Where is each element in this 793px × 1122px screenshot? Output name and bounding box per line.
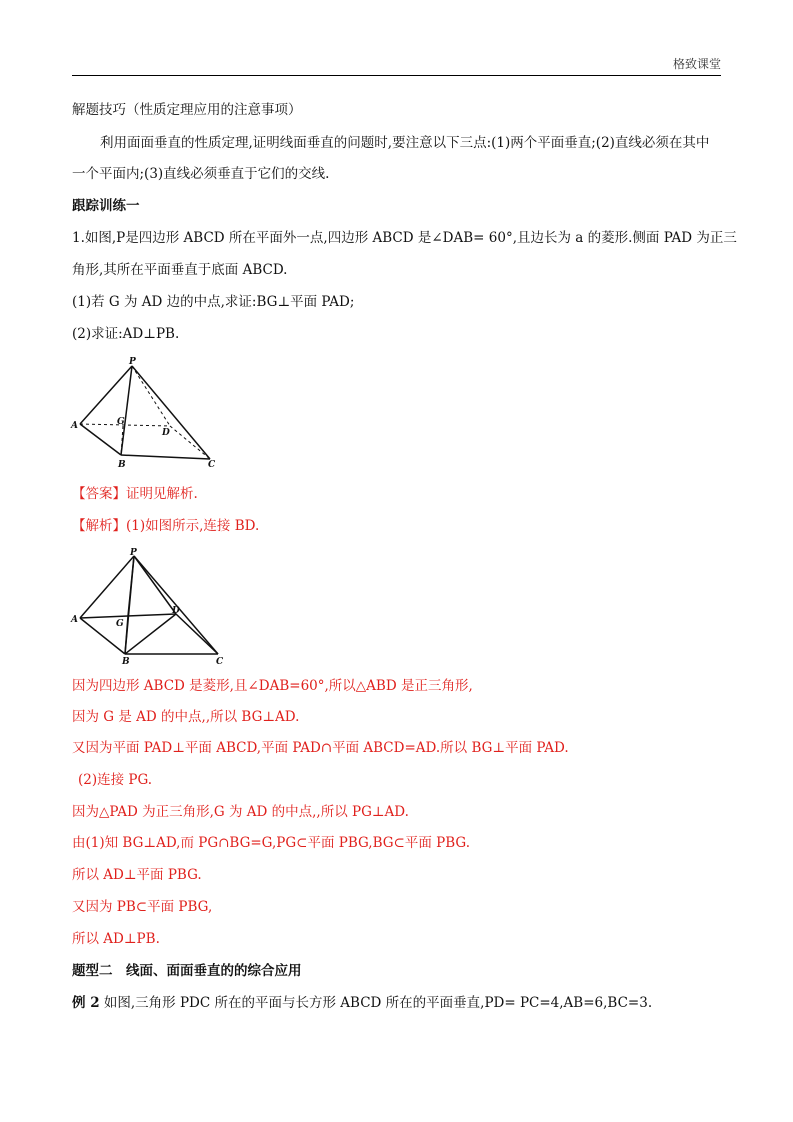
step-7: 所以 AD⊥平面 PBG. bbox=[72, 867, 202, 883]
pyramid-figure-2 bbox=[68, 546, 228, 668]
type2-heading: 题型二 线面、面面垂直的的综合应用 bbox=[72, 963, 302, 979]
header-brand: 格致课堂 bbox=[672, 57, 721, 71]
question-line-2: 角形,其所在平面垂直于底面 ABCD. bbox=[72, 262, 288, 278]
practice-heading: 跟踪训练一 bbox=[72, 198, 140, 214]
fig1-label-a: A bbox=[71, 421, 78, 431]
tip-line-2: 一个平面内;(3)直线必须垂直于它们的交线. bbox=[72, 166, 330, 182]
fig2-label-a: A bbox=[71, 615, 78, 625]
step-8: 又因为 PB⊂平面 PBG, bbox=[72, 899, 213, 915]
analysis-line bbox=[72, 517, 259, 535]
step-6: 由(1)知 BG⊥AD,而 PG∩BG=G,PG⊂平面 PBG,BG⊂平面 PBG. bbox=[72, 835, 471, 851]
step-2: 因为 G 是 AD 的中点,,所以 BG⊥AD. bbox=[72, 709, 300, 725]
question-part-2: (2)求证:AD⊥PB. bbox=[72, 326, 180, 342]
tip-line-1: 利用面面垂直的性质定理,证明线面垂直的问题时,要注意以下三点:(1)两个平面垂直;(2)直线必须在其中 bbox=[100, 135, 710, 151]
analysis-tag: 【解析】 bbox=[72, 518, 126, 534]
fig1-label-c: C bbox=[208, 460, 216, 470]
fig1-label-g: G bbox=[117, 417, 125, 427]
step-3: 又因为平面 PAD⊥平面 ABCD,平面 PAD∩平面 ABCD=AD.所以 BG⊥平面 PAD. bbox=[72, 740, 569, 756]
example-2-tag: 例 2 bbox=[72, 995, 100, 1011]
fig1-label-d: D bbox=[162, 428, 170, 438]
fig2-label-b: B bbox=[122, 657, 130, 667]
fig1-label-b: B bbox=[118, 460, 126, 470]
answer-line: 【答案】证明见解析. bbox=[72, 486, 198, 502]
fig2-label-g: G bbox=[116, 619, 124, 629]
pyramid-figure-1 bbox=[68, 354, 224, 470]
fig2-label-d: D bbox=[172, 606, 180, 616]
step-5: 因为△PAD 为正三角形,G 为 AD 的中点,,所以 PG⊥AD. bbox=[72, 804, 409, 820]
example-2-line bbox=[72, 994, 652, 1012]
analysis-first: (1)如图所示,连接 BD. bbox=[126, 518, 260, 534]
step-9: 所以 AD⊥PB. bbox=[72, 931, 160, 947]
fig2-label-p: P bbox=[130, 548, 137, 558]
header-rule bbox=[72, 75, 721, 76]
step-1: 因为四边形 ABCD 是菱形,且∠DAB=60°,所以△ABD 是正三角形, bbox=[72, 678, 473, 694]
tip-title: 解题技巧（性质定理应用的注意事项） bbox=[72, 102, 302, 118]
fig2-label-c: C bbox=[216, 657, 224, 667]
example-2-text: 如图,三角形 PDC 所在的平面与长方形 ABCD 所在的平面垂直,PD= PC=4,AB=6,BC=3. bbox=[99, 995, 653, 1011]
fig1-label-p: P bbox=[129, 357, 136, 367]
question-line-1: 1.如图,P是四边形 ABCD 所在平面外一点,四边形 ABCD 是∠DAB= 60°,且边长为 a 的菱形.侧面 PAD 为正三 bbox=[72, 230, 737, 246]
step-4: (2)连接 PG. bbox=[78, 772, 153, 788]
question-part-1: (1)若 G 为 AD 边的中点,求证:BG⊥平面 PAD; bbox=[72, 294, 355, 310]
